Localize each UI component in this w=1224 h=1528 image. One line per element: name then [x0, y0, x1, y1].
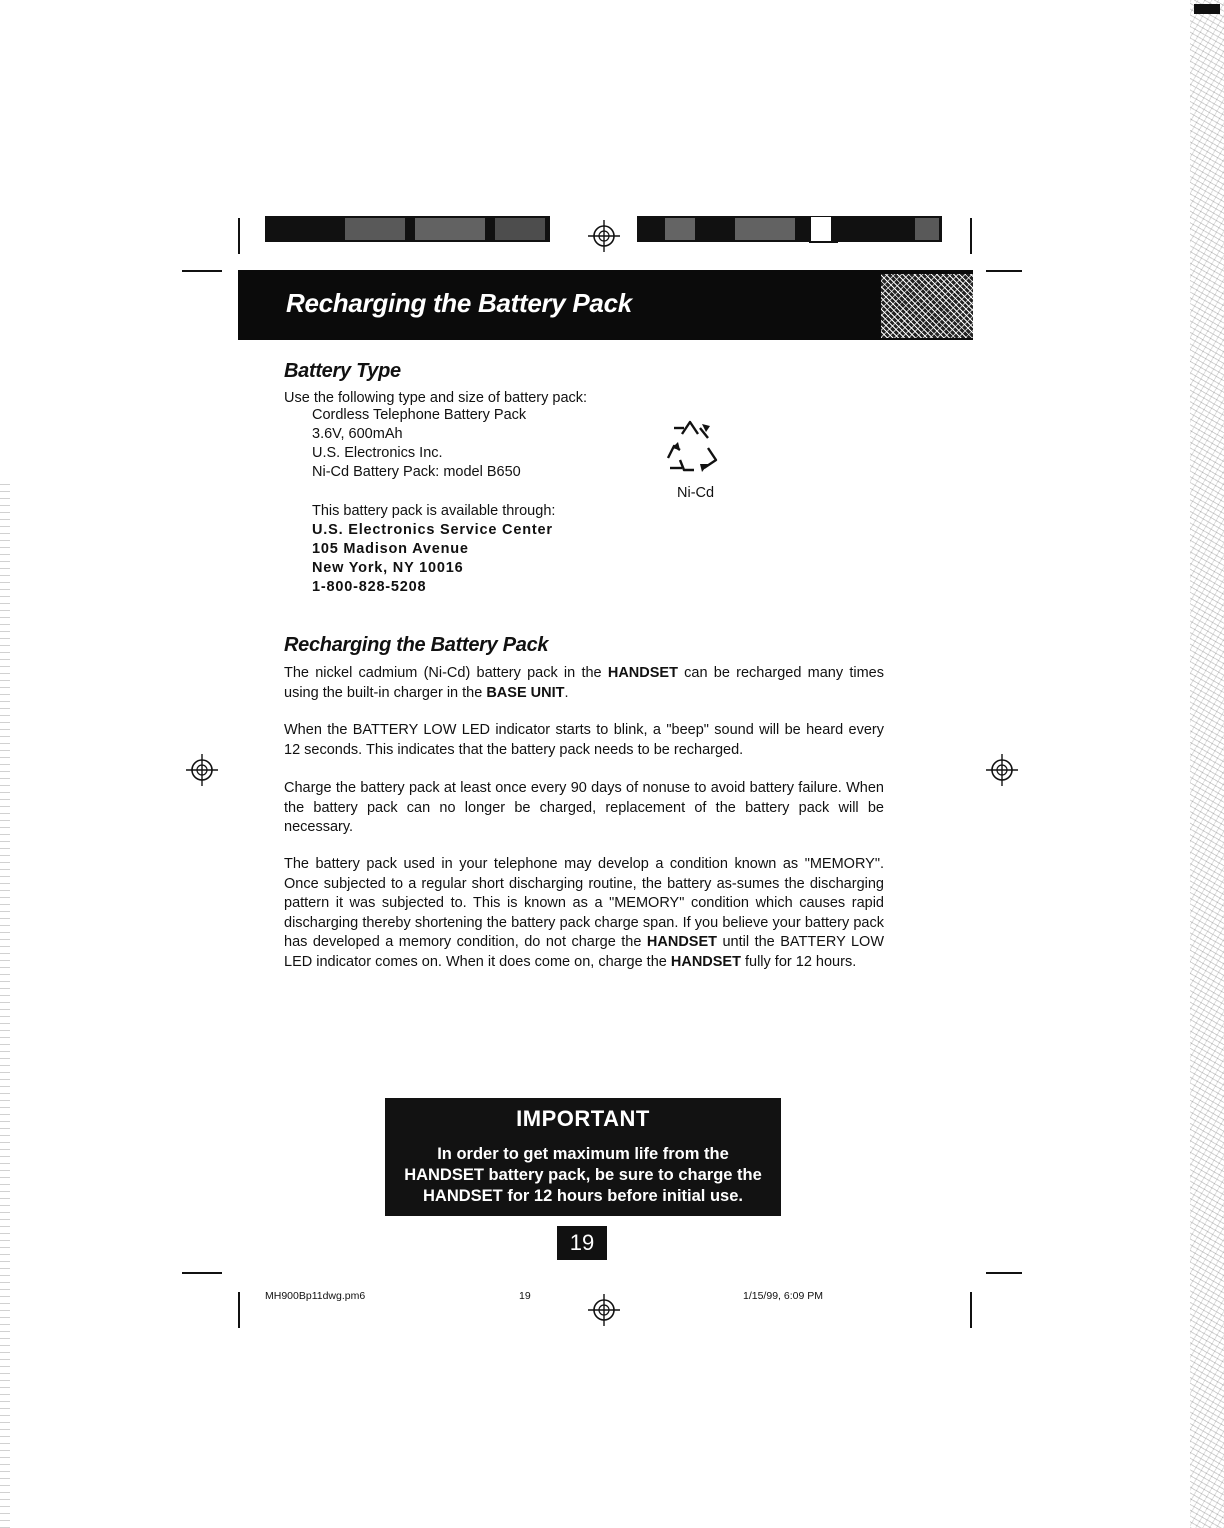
recharging-paragraph-1 — [284, 664, 884, 703]
availability-text: This battery pack is available through: — [312, 503, 556, 519]
footer-filename: MH900Bp11dwg.pm6 — [265, 1290, 366, 1302]
footer-page: 19 — [519, 1290, 531, 1302]
base-unit-term: BASE UNIT — [486, 684, 565, 701]
address-line: New York, NY 10016 — [312, 560, 464, 576]
scan-edge-right — [1190, 0, 1224, 1528]
recharging-paragraph-2: When the BATTERY LOW LED indicator starts to blink, a "beep" sound will be heard every 12 seconds. This indicates that the battery pack needs to be recharged. — [284, 722, 884, 758]
title-banner — [238, 270, 973, 340]
recharging-heading: Recharging the Battery Pack — [284, 634, 549, 656]
recharging-paragraph-3: Charge the battery pack at least once every 90 days of nonuse to avoid battery failure. When the battery pack can no longer be charged, replacement of the battery pack will be necessary. — [284, 780, 884, 835]
spec-line: Cordless Telephone Battery Pack — [312, 407, 527, 423]
crop-mark-top-right — [970, 218, 972, 254]
important-title: IMPORTANT — [516, 1106, 650, 1131]
paragraph-text: The battery pack used in your telephone may develop a condition known as "MEMORY". Once subjected to a regular short discharging routine, the battery as-sumes the discharging pattern it was subjected to. This is known as a "MEMORY" condition which causes rapid discharging thereby shortening the battery pack charge span. If you believe your battery pack has developed a memory condition, do not charge the — [284, 856, 884, 950]
paragraph-text: until the BATTERY LOW LED indicator comes on. When it does come on, charge the — [284, 934, 884, 970]
paragraph-text: . — [564, 684, 569, 701]
registration-mark-left — [184, 752, 220, 788]
important-line: HANDSET for 12 hours before initial use. — [423, 1187, 743, 1205]
handset-term: HANDSET — [670, 953, 741, 970]
corner-mark — [1194, 4, 1220, 14]
phone-number: 1-800-828-5208 — [312, 579, 427, 595]
footer-datetime: 1/15/99, 6:09 PM — [743, 1290, 823, 1302]
handset-term: HANDSET — [646, 934, 718, 950]
crop-mark-bottom-right — [970, 1292, 972, 1328]
important-body — [385, 1144, 781, 1207]
spec-line: U.S. Electronics Inc. — [312, 445, 443, 461]
banner-halftone-pattern — [881, 274, 973, 338]
spec-line: 3.6V, 600mAh — [312, 426, 403, 442]
address-line: U.S. Electronics Service Center — [312, 522, 553, 538]
page-title: Recharging the Battery Pack — [286, 288, 632, 318]
crop-mark-h-top-left — [182, 270, 222, 272]
crop-mark-h-bottom-left — [182, 1272, 222, 1274]
paragraph-text: can be recharged many times using the built-in charger in the — [284, 665, 884, 701]
spec-line: Ni-Cd Battery Pack: model B650 — [312, 464, 521, 480]
important-line: HANDSET battery pack, be sure to charge the — [404, 1166, 762, 1184]
recycle-icon — [660, 418, 724, 478]
registration-mark-right — [984, 752, 1020, 788]
recycle-label: Ni-Cd — [677, 485, 715, 501]
scan-edge-left — [0, 480, 10, 1528]
recharging-paragraph-4 — [284, 855, 884, 972]
battery-type-intro: Use the following type and size of battery pack: — [284, 390, 588, 406]
paragraph-text: The nickel cadmium (Ni-Cd) battery pack in the — [284, 665, 608, 681]
address-line: 105 Madison Avenue — [312, 541, 469, 557]
crop-mark-bottom-left — [238, 1292, 240, 1328]
important-line: In order to get maximum life from the — [437, 1145, 729, 1163]
crop-mark-top-left — [238, 218, 240, 254]
crop-mark-h-bottom-right — [986, 1272, 1022, 1274]
battery-type-heading: Battery Type — [284, 360, 401, 382]
handset-term: HANDSET — [607, 665, 678, 681]
registration-mark-bottom — [586, 1292, 622, 1328]
important-notice — [385, 1098, 781, 1216]
crop-mark-h-top-right — [986, 270, 1022, 272]
page-number: 19 — [557, 1226, 607, 1260]
registration-mark-top — [586, 218, 622, 254]
paragraph-text: fully for 12 hours. — [740, 953, 857, 970]
